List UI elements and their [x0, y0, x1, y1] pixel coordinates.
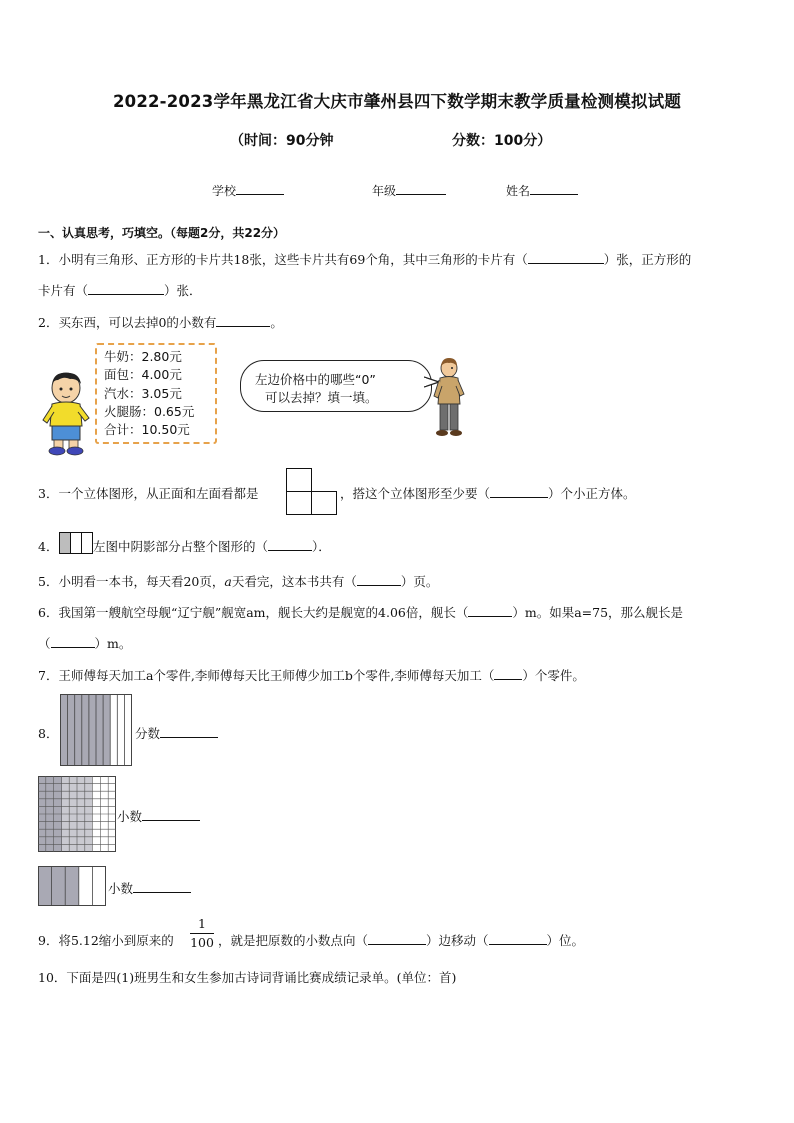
shaded-rectangle-figure — [59, 532, 93, 554]
q6-text-c: （ — [38, 636, 51, 651]
decimal-strip-figure-1 — [60, 694, 132, 766]
q9-blank-2[interactable] — [489, 932, 547, 945]
q6-blank-1[interactable] — [468, 604, 512, 617]
q5-text-c: ）页。 — [400, 574, 439, 589]
q3-blank[interactable] — [490, 485, 548, 498]
q7-text-b: ）个零件。 — [522, 668, 585, 683]
grade-label: 年级 — [372, 184, 397, 198]
view-shape-figure — [286, 468, 338, 516]
q7-blank[interactable] — [494, 667, 522, 680]
price-bread: 面包：4.00元 — [104, 367, 182, 382]
q7-text-a: 7．王师傅每天加工a个零件,李师傅每天比王师傅少加工b个零件,李师傅每天加工（ — [38, 668, 495, 683]
q1-text-d: ）张． — [164, 283, 202, 298]
q2-blank[interactable] — [216, 314, 270, 327]
school-blank[interactable] — [236, 182, 284, 195]
bubble-text-2: 可以去掉？填一填。 — [265, 390, 378, 405]
q5-variable: a — [224, 574, 232, 589]
question-4-num: 4． — [38, 539, 59, 554]
q8-fraction-blank[interactable] — [160, 725, 218, 738]
teacher-illustration — [430, 356, 468, 438]
question-1-line-1 — [38, 250, 691, 268]
q8-fraction-field — [135, 724, 218, 742]
section-heading: 一、认真思考，巧填空。（每题2分，共22分） — [38, 226, 286, 240]
q9-text-c: ）边移动（ — [426, 933, 489, 948]
bubble-text-1: 左边价格中的哪些“0” — [255, 372, 376, 387]
price-total: 合计：10.50元 — [104, 422, 190, 437]
q6-text-b: ）m。如果a=75，那么舰长是 — [512, 605, 684, 620]
q3-text-c: ）个小正方体。 — [548, 486, 636, 501]
q4-text-c: ）． — [312, 539, 331, 554]
q1-text-a: 1．小明有三角形、正方形的卡片共18张，这些卡片共有69个角，其中三角形的卡片有（ — [38, 252, 528, 267]
q8-decimal-label-2: 小数 — [108, 881, 134, 896]
name-blank[interactable] — [530, 182, 578, 195]
q8-decimal-field-2 — [108, 879, 191, 897]
q5-text-a: 5．小明看一本书，每天看20页， — [38, 574, 225, 589]
fraction-bar — [190, 933, 214, 934]
fraction-one-hundredth — [188, 916, 216, 951]
q4-blank[interactable] — [268, 538, 312, 551]
question-6-line-1 — [38, 603, 683, 621]
question-3-text-b — [340, 484, 636, 502]
q9-text-d: ）位。 — [546, 933, 585, 948]
q9-text-b: ，就是把原数的小数点向（ — [218, 933, 369, 948]
q8-decimal-field-1 — [117, 807, 200, 825]
fraction-numerator: 1 — [198, 916, 206, 931]
exam-score: 分数：100分） — [452, 133, 552, 149]
page-title: 2022-2023学年黑龙江省大庆市肇州县四下数学期末教学质量检测模拟试题 — [112, 92, 682, 111]
q1-blank-1[interactable] — [528, 251, 604, 264]
q9-blank-1[interactable] — [368, 932, 426, 945]
price-sausage: 火腿肠：0.65元 — [104, 404, 195, 419]
question-3-text-a: 3．一个立体图形，从正面和左面看都是 — [38, 486, 259, 501]
name-label: 姓名 — [506, 184, 531, 198]
question-4-text — [93, 537, 331, 555]
decimal-grid-figure — [38, 776, 116, 852]
grade-field — [372, 182, 446, 199]
q8-decimal-blank-2[interactable] — [133, 880, 191, 893]
question-1-line-2 — [38, 281, 202, 299]
price-milk: 牛奶：2.80元 — [104, 349, 182, 364]
exam-time: （时间：90分钟 — [230, 133, 334, 149]
boy-illustration — [40, 370, 92, 456]
fraction-denominator: 100 — [190, 935, 214, 950]
school-label: 学校 — [212, 184, 237, 198]
price-soda: 汽水：3.05元 — [104, 386, 182, 401]
q6-text-a: 6．我国第一艘航空母舰“辽宁舰”舰宽am，舰长大约是舰宽的4.06倍，舰长（ — [38, 605, 469, 620]
question-9-text-b — [218, 931, 584, 949]
q3-text-b: ，搭这个立体图形至少要（ — [340, 486, 491, 501]
name-field — [506, 182, 578, 199]
question-2 — [38, 313, 283, 331]
q1-text-c: 卡片有（ — [38, 283, 89, 298]
q2-tail: 。 — [270, 315, 283, 330]
q8-fraction-label: 分数 — [135, 726, 161, 741]
q1-text-b: ）张，正方形的 — [603, 252, 692, 267]
q5-blank[interactable] — [357, 573, 401, 586]
question-5 — [38, 572, 438, 590]
q8-decimal-label-1: 小数 — [117, 809, 143, 824]
q5-text-b: 天看完，这本书共有（ — [231, 574, 357, 589]
grade-blank[interactable] — [396, 182, 446, 195]
question-6-line-2 — [38, 634, 131, 652]
q1-blank-2[interactable] — [88, 282, 164, 295]
question-8-num: 8． — [38, 726, 59, 741]
question-7 — [38, 666, 585, 684]
question-9-text-a: 9．将5.12缩小到原来的 — [38, 933, 174, 948]
q4-text-b: 左图中阴影部分占整个图形的（ — [93, 539, 269, 554]
q6-blank-2[interactable] — [51, 635, 95, 648]
school-field — [212, 182, 284, 199]
q8-decimal-blank-1[interactable] — [142, 808, 200, 821]
q6-text-d: ）m。 — [94, 636, 132, 651]
decimal-strip-figure-2 — [38, 866, 106, 906]
question-10: 10．下面是四(1)班男生和女生参加古诗词背诵比赛成绩记录单。(单位：首) — [38, 970, 457, 985]
q2-text: 2．买东西，可以去掉0的小数有 — [38, 315, 217, 330]
